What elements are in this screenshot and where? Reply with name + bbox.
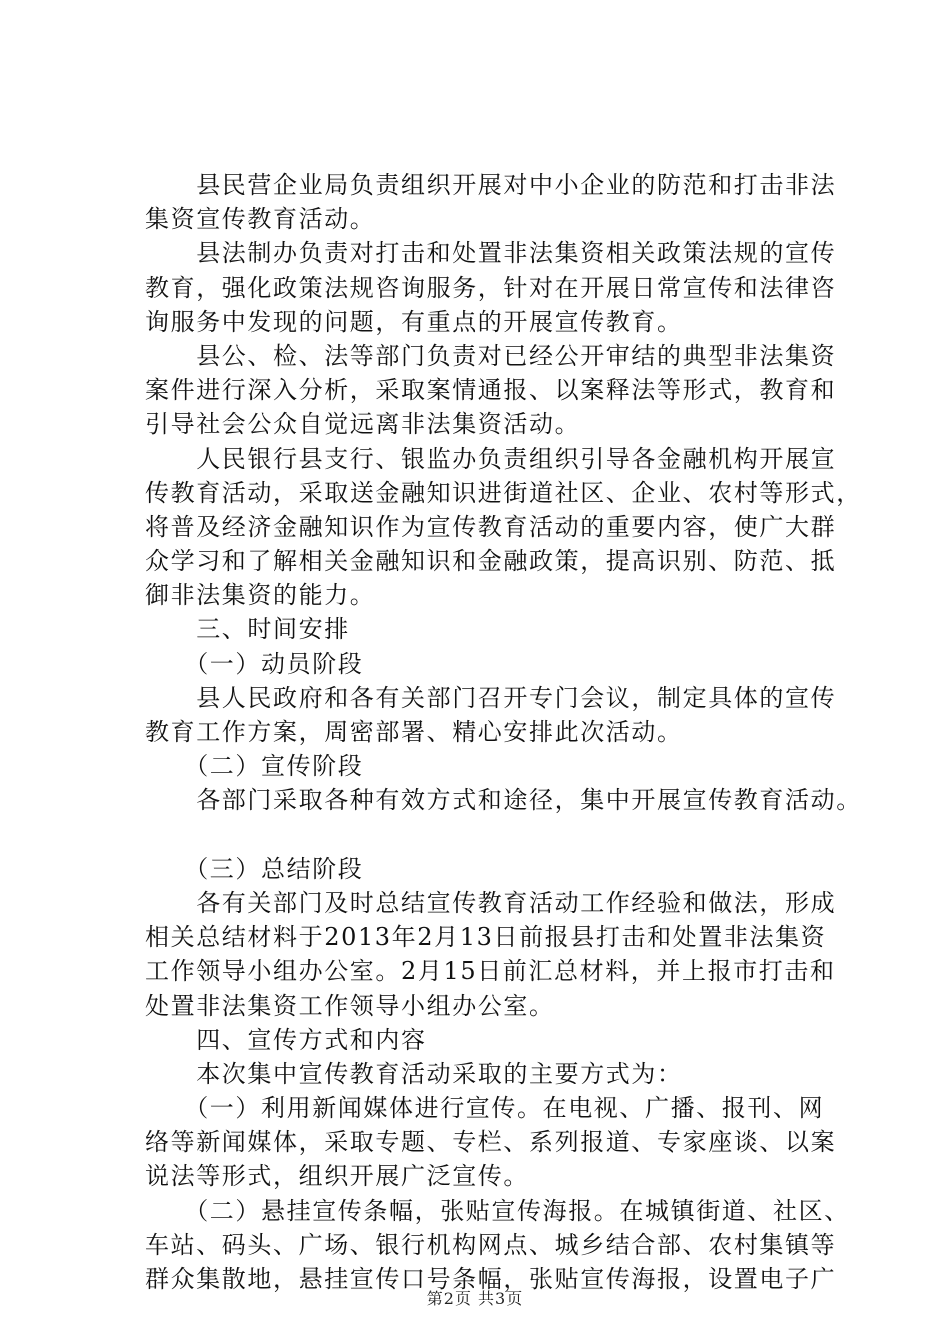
text-line: 众学习和了解相关金融知识和金融政策，提高识别、防范、抵 bbox=[145, 547, 837, 576]
text-line: （二）悬挂宣传条幅，张贴宣传海报。在城镇街道、社区、 bbox=[145, 1196, 850, 1225]
text-line: 询服务中发现的问题，有重点的开展宣传教育。 bbox=[145, 307, 683, 336]
text-line: （三）总结阶段 bbox=[145, 854, 364, 883]
text-line: 县人民政府和各有关部门召开专门会议，制定具体的宣传 bbox=[145, 683, 837, 712]
text-line: 各有关部门及时总结宣传教育活动工作经验和做法，形成 bbox=[145, 888, 837, 917]
page-footer: 第2页 共3页 bbox=[426, 1289, 524, 1308]
text-line: 县民营企业局负责组织开展对中小企业的防范和打击非法 bbox=[145, 171, 837, 199]
text-line: 各部门采取各种有效方式和途径，集中开展宣传教育活动。 bbox=[145, 786, 862, 815]
text-line: 工作领导小组办公室。2月15日前汇总材料，并上报市打击和 bbox=[145, 957, 836, 986]
text-line: 处置非法集资工作领导小组办公室。 bbox=[145, 991, 555, 1020]
text-line: 络等新闻媒体，采取专题、专栏、系列报道、专家座谈、以案 bbox=[145, 1128, 837, 1157]
blank-line bbox=[145, 818, 845, 852]
text-line: 县法制办负责对打击和处置非法集资相关政策法规的宣传 bbox=[145, 239, 837, 268]
text-line: 引导社会公众自觉远离非法集资活动。 bbox=[145, 410, 581, 439]
document-body bbox=[145, 168, 862, 1296]
text-line: 教育工作方案，周密部署、精心安排此次活动。 bbox=[145, 718, 683, 746]
text-line: 车站、码头、广场、银行机构网点、城乡结合部、农村集镇等 bbox=[145, 1230, 837, 1259]
text-line: 相关总结材料于2013年2月13日前报县打击和处置非法集资 bbox=[145, 923, 827, 952]
text-line: 县公、检、法等部门负责对已经公开审结的典型非法集资 bbox=[145, 341, 837, 370]
text-line: 教育，强化政策法规咨询服务，针对在开展日常宣传和法律咨 bbox=[145, 273, 837, 302]
text-line: 传教育活动，采取送金融知识进街道社区、企业、农村等形式， bbox=[145, 478, 862, 507]
text-line: 说法等形式，组织开展广泛宣传。 bbox=[145, 1162, 529, 1191]
text-line: 人民银行县支行、银监办负责组织引导各金融机构开展宣 bbox=[145, 444, 837, 473]
text-line: 三、时间安排 bbox=[145, 615, 350, 644]
text-line: （一）动员阶段 bbox=[145, 649, 364, 678]
text-line: 本次集中宣传教育活动采取的主要方式为： bbox=[145, 1059, 683, 1088]
text-line: 案件进行深入分析，采取案情通报、以案释法等形式，教育和 bbox=[145, 376, 837, 405]
text-line: （一）利用新闻媒体进行宣传。在电视、广播、报刊、网 bbox=[145, 1094, 825, 1123]
text-line: （二）宣传阶段 bbox=[145, 752, 364, 781]
text-line: 四、宣传方式和内容 bbox=[145, 1025, 427, 1054]
text-line: 集资宣传教育活动。 bbox=[145, 205, 376, 234]
text-line: 将普及经济金融知识作为宣传教育活动的重要内容，使广大群 bbox=[145, 512, 837, 541]
text-line: 御非法集资的能力。 bbox=[145, 581, 376, 610]
text-line: 群众集散地，悬挂宣传口号条幅，张贴宣传海报，设置电子广 bbox=[145, 1265, 837, 1293]
